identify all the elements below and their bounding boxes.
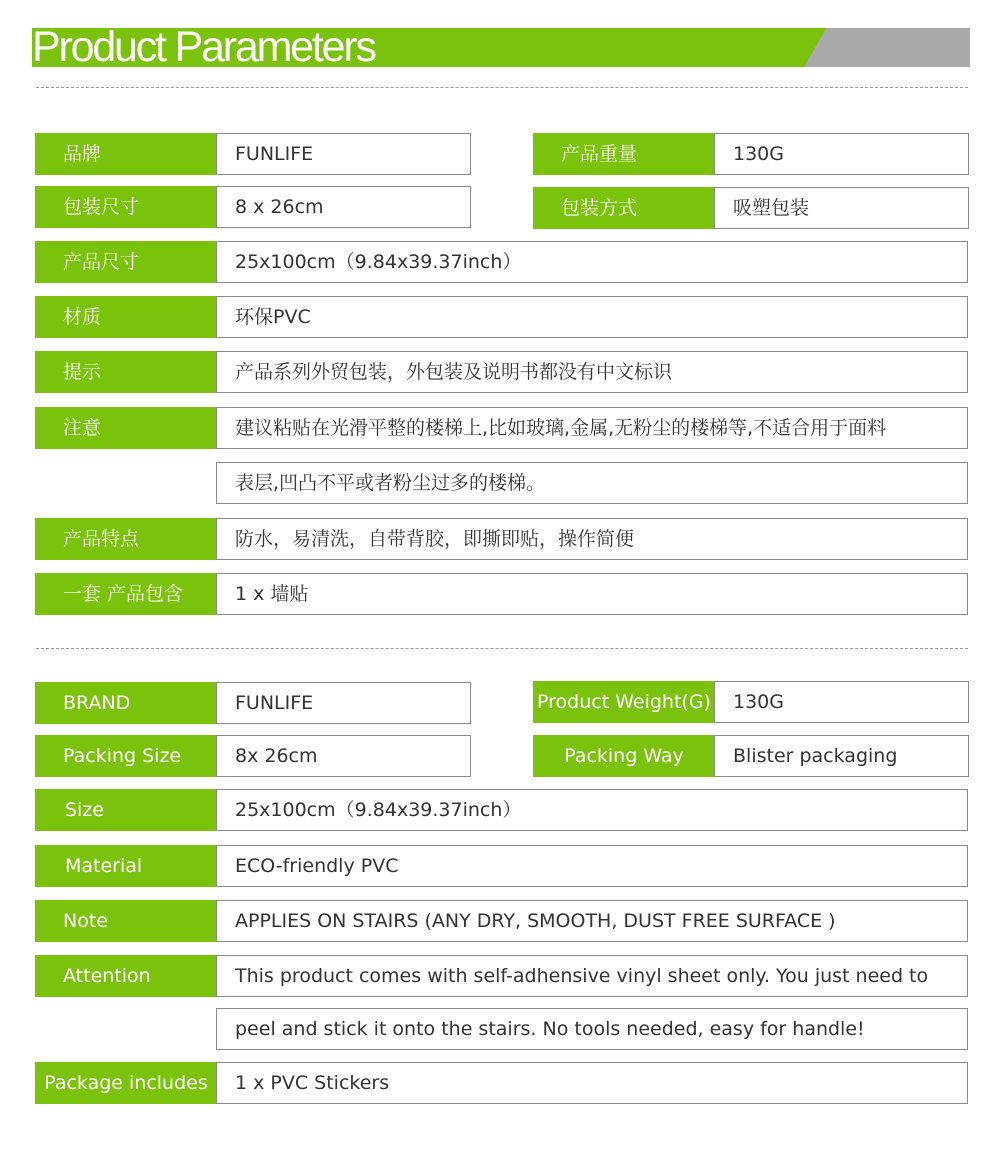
divider — [36, 87, 968, 88]
en-packing-size-label: Packing Size — [35, 735, 217, 777]
zh-packing-way-label: 包装方式 — [533, 187, 715, 229]
zh-packing-size-label: 包装尺寸 — [35, 186, 217, 228]
en-attention-line1: This product comes with self-adhensive vinyl sheet only. You just need to — [216, 955, 968, 997]
en-weight-value: 130G — [714, 681, 969, 723]
zh-material-value: 环保PVC — [216, 296, 968, 338]
page-title: Product Parameters — [32, 23, 375, 71]
en-note-label: Note — [35, 900, 217, 942]
en-brand-label: BRAND — [35, 682, 217, 724]
zh-note-label: 提示 — [35, 351, 217, 393]
zh-material-label: 材质 — [35, 296, 217, 338]
zh-attention-line2: 表层,凹凸不平或者粉尘过多的楼梯。 — [216, 462, 968, 504]
divider — [36, 648, 968, 649]
en-material-label: Material — [35, 845, 217, 887]
en-size-value: 25x100cm（9.84x39.37inch） — [216, 789, 968, 831]
zh-package-value: 1 x 墙贴 — [216, 573, 968, 615]
en-attention-label: Attention — [35, 955, 217, 997]
header-banner — [32, 23, 970, 71]
zh-package-label: 一套 产品包含 — [35, 573, 217, 615]
zh-brand-label: 品牌 — [35, 133, 217, 175]
en-brand-value: FUNLIFE — [216, 682, 471, 724]
zh-features-label: 产品特点 — [35, 518, 217, 560]
en-package-label: Package includes — [35, 1062, 217, 1104]
zh-packing-way-value: 吸塑包装 — [714, 187, 969, 229]
en-packing-way-label: Packing Way — [533, 735, 715, 777]
banner-gray-bar — [804, 28, 970, 67]
zh-packing-size-value: 8 x 26cm — [216, 186, 471, 228]
en-attention-line2: peel and stick it onto the stairs. No tools needed, easy for handle! — [216, 1008, 968, 1050]
en-packing-size-value: 8x 26cm — [216, 735, 471, 777]
zh-attention-label: 注意 — [35, 407, 217, 449]
en-weight-label: Product Weight(G) — [533, 681, 715, 723]
zh-size-label: 产品尺寸 — [35, 241, 217, 283]
zh-weight-value: 130G — [714, 133, 969, 175]
en-package-value: 1 x PVC Stickers — [216, 1062, 968, 1104]
en-packing-way-value: Blister packaging — [714, 735, 969, 777]
zh-weight-label: 产品重量 — [533, 133, 715, 175]
en-size-label: Size — [35, 789, 217, 831]
zh-note-value: 产品系列外贸包装，外包装及说明书都没有中文标识 — [216, 351, 968, 393]
en-note-value: APPLIES ON STAIRS (ANY DRY, SMOOTH, DUST FREE SURFACE ) — [216, 900, 968, 942]
en-material-value: ECO-friendly PVC — [216, 845, 968, 887]
zh-size-value: 25x100cm（9.84x39.37inch） — [216, 241, 968, 283]
zh-brand-value: FUNLIFE — [216, 133, 471, 175]
zh-features-value: 防水，易清洗，自带背胶，即撕即贴，操作简便 — [216, 518, 968, 560]
zh-attention-line1: 建议粘贴在光滑平整的楼梯上,比如玻璃,金属,无粉尘的楼梯等,不适合用于面料 — [216, 407, 968, 449]
